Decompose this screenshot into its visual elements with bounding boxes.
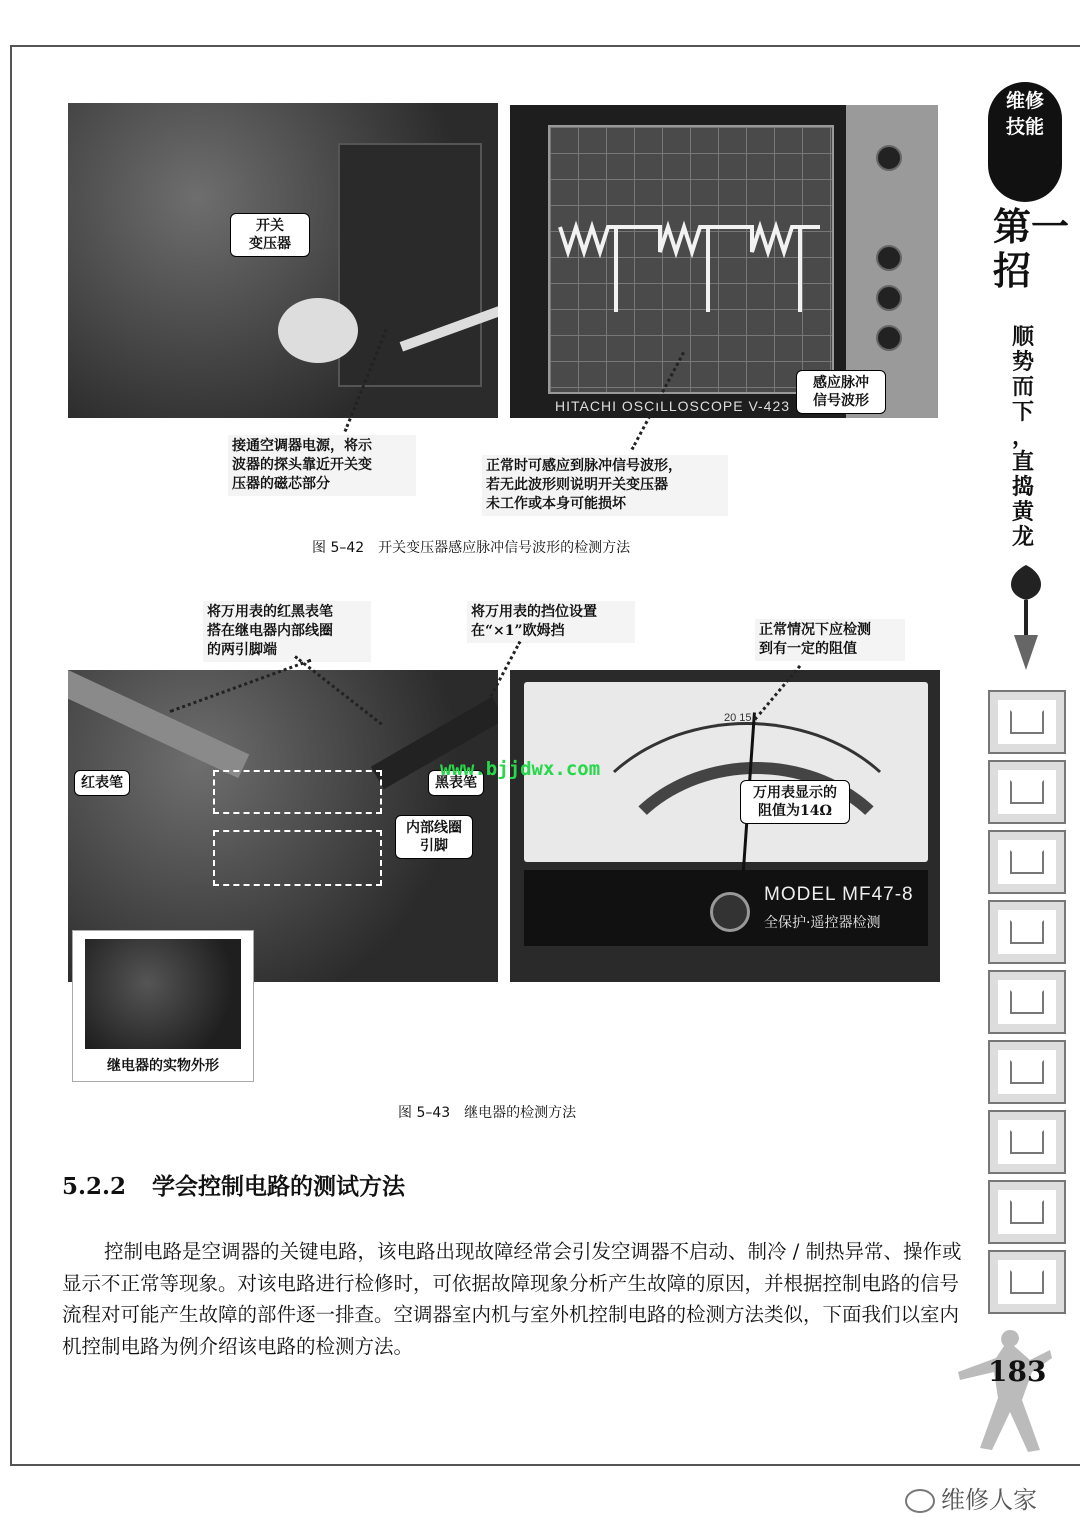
sidebar-fret-pattern: [988, 970, 1066, 1034]
page-frame-left: [10, 45, 12, 1465]
callout-black-probe: 黑表笔: [428, 770, 484, 796]
scope-brand-label: HITACHI OSCILLOSCOPE V-423: [555, 398, 791, 414]
note-probe-contact: 将万用表的红黑表笔 搭在继电器内部线圈 的两引脚端: [203, 601, 371, 662]
power-knob: [876, 145, 902, 171]
transformer-photo: [68, 103, 498, 418]
footer-watermark-text: 维修人家: [941, 1486, 1037, 1514]
page-number: 183: [988, 1355, 1047, 1388]
sidebar-fret-pattern: [988, 830, 1066, 894]
callout-red-probe: 红表笔: [74, 770, 130, 796]
section-heading: [62, 1168, 405, 1201]
scope-screen: [548, 125, 834, 394]
watermark-url: www.bjjdwx.com: [440, 758, 601, 780]
sidebar-fret-pattern: [988, 900, 1066, 964]
wechat-icon: [905, 1489, 935, 1513]
sidebar-fret-pattern: [988, 1180, 1066, 1244]
coil-pin-box-top: [213, 770, 382, 814]
note-normal-waveform: 正常时可感应到脉冲信号波形， 若无此波形则说明开关变压器 未工作或本身可能损坏: [482, 455, 728, 516]
sidebar-brush-title: 第一 招: [993, 204, 1070, 293]
note-normal-resistance: 正常情况下应检测 到有一定的阻值: [755, 619, 905, 661]
intensity-knob: [876, 245, 902, 271]
callout-waveform: 感应脉冲 信号波形: [796, 370, 886, 414]
meter-model-subtitle: 全保护·遥控器检测: [764, 915, 881, 931]
callout-transformer: 开关 变压器: [230, 213, 310, 257]
pulse-waveform: [550, 127, 832, 392]
section-title: 学会控制电路的测试方法: [152, 1173, 406, 1200]
sidebar-fret-pattern: [988, 690, 1066, 754]
meter-model-label: MODEL MF47-8: [764, 884, 914, 905]
figure-5-43-caption: 图 5–43 继电器的检测方法: [398, 1105, 577, 1121]
ornament-icon: [996, 555, 1056, 675]
figure-5-42-caption: 图 5–42 开关变压器感应脉冲信号波形的检测方法: [312, 540, 631, 556]
multimeter-photo: [510, 670, 940, 982]
sidebar-fret-pattern: [988, 1040, 1066, 1104]
page-frame-bottom: [10, 1464, 1080, 1466]
page-frame-top: [10, 45, 1080, 47]
vertical-char: 下: [1012, 399, 1035, 425]
section-paragraph: 控制电路是空调器的关键电路，该电路出现故障经常会引发空调器不启动、制冷 / 制热异常、操作或显示不正常等现象。对该电路进行检修时，可依据故障现象分析产生故障的原因，并根据控制电路的信号流程对可能产生故障的部件逐一排查。空调器室内机与室外机控制电路的检测方法类似，下面我们以室内机控制电路为例介绍该电路的检测方法。: [62, 1240, 962, 1358]
section-number: 5.2.2: [62, 1173, 127, 1200]
scale-mark: 20 15: [724, 712, 752, 724]
vertical-char: 势: [1012, 349, 1035, 375]
capacitor: [278, 298, 358, 363]
footer-watermark: [905, 1480, 1037, 1515]
kungfu-silhouette-icon: [940, 1320, 1060, 1460]
note-range-setting: 将万用表的挡位设置 在“×1”欧姆挡: [467, 601, 635, 643]
vertical-char: 捣: [1012, 474, 1035, 500]
vertical-char: 直: [1012, 449, 1035, 475]
transformer-body: [338, 143, 482, 387]
vertical-char: ，: [1012, 424, 1035, 450]
sidebar-fret-pattern: [988, 1250, 1066, 1314]
meter-model-panel: [524, 870, 928, 946]
scale-knob: [876, 325, 902, 351]
callout-coil-pins: 内部线圈 引脚: [395, 815, 473, 859]
relay-inset-photo: [85, 939, 241, 1049]
coil-pin-box-bottom: [213, 830, 382, 886]
sidebar-fret-pattern: [988, 1110, 1066, 1174]
red-probe: [68, 670, 249, 778]
meter-adjust-knob: [710, 892, 750, 932]
sidebar-badge: 维修 技能: [988, 82, 1062, 202]
relay-inset: [72, 930, 254, 1082]
focus-knob: [876, 285, 902, 311]
note-probe-placement: 接通空调器电源，将示 波器的探头靠近开关变 压器的磁芯部分: [228, 435, 416, 496]
relay-inset-label: 继电器的实物外形: [107, 1058, 219, 1074]
vertical-char: 龙: [1012, 524, 1035, 550]
vertical-char: 而: [1012, 374, 1035, 400]
vertical-char: 黄: [1012, 499, 1035, 525]
sidebar-fret-pattern: [988, 760, 1066, 824]
vertical-char: 顺: [1012, 324, 1035, 350]
callout-meter-reading: 万用表显示的 阻值为14Ω: [740, 780, 850, 824]
